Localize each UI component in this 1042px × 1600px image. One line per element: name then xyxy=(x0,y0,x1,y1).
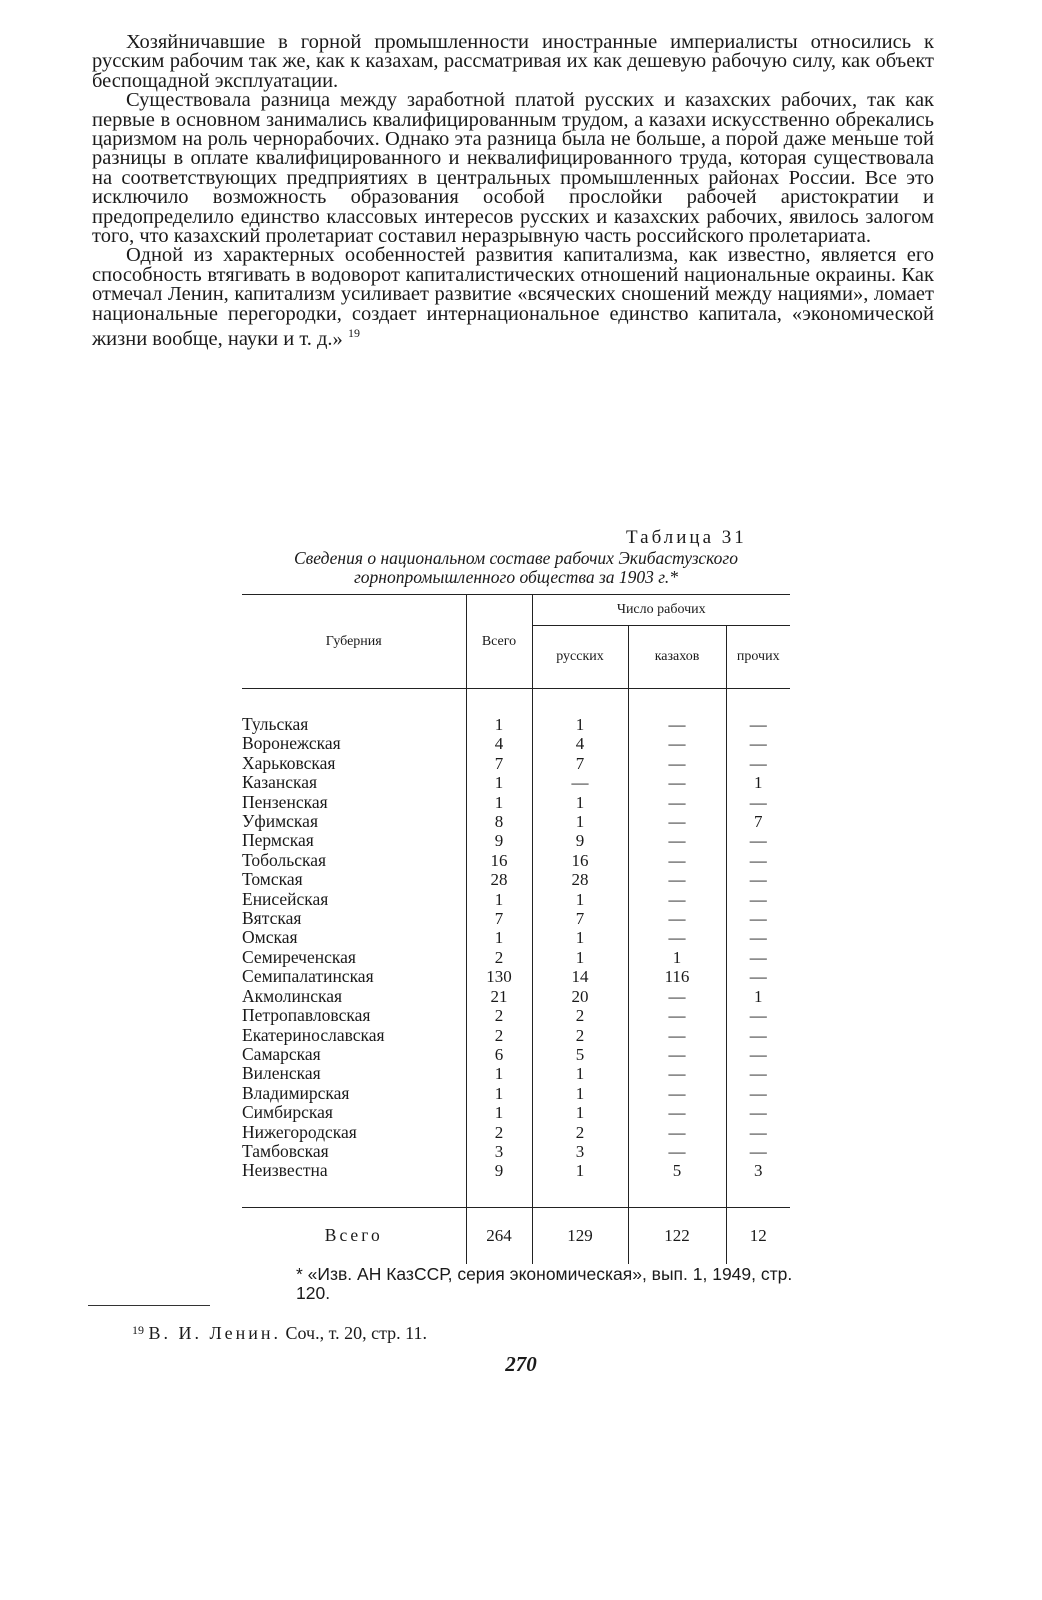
table-row xyxy=(242,851,790,870)
row-kazakhs: — xyxy=(628,831,726,850)
header-total: Всего xyxy=(466,595,532,689)
row-total: 1 xyxy=(466,715,532,734)
table-row xyxy=(242,890,790,909)
row-russians: 3 xyxy=(532,1142,628,1161)
row-others: — xyxy=(726,870,790,889)
totals-row xyxy=(242,1207,790,1264)
footnote-marker: 19 xyxy=(132,1323,144,1337)
row-russians: 1 xyxy=(532,1161,628,1180)
row-total: 16 xyxy=(466,851,532,870)
row-total: 3 xyxy=(466,1142,532,1161)
row-russians: 9 xyxy=(532,831,628,850)
row-kazakhs: — xyxy=(628,773,726,792)
row-others: 7 xyxy=(726,812,790,831)
row-kazakhs: — xyxy=(628,1142,726,1161)
row-total: 1 xyxy=(466,1084,532,1103)
table-row xyxy=(242,773,790,792)
row-kazakhs: — xyxy=(628,734,726,753)
row-total: 2 xyxy=(466,1026,532,1045)
row-total: 21 xyxy=(466,987,532,1006)
row-kazakhs: — xyxy=(628,1123,726,1142)
row-name: Воронежская xyxy=(242,733,341,754)
row-russians: 20 xyxy=(532,987,628,1006)
row-name: Уфимская xyxy=(242,811,318,832)
header-others: прочих xyxy=(726,626,790,689)
body-text xyxy=(92,33,934,349)
row-russians: 7 xyxy=(532,754,628,773)
row-others: 1 xyxy=(726,773,790,792)
table-row xyxy=(242,793,790,812)
row-name: Тобольская xyxy=(242,849,327,870)
table-row xyxy=(242,1142,790,1161)
table-spacer xyxy=(242,1181,790,1208)
row-total: 4 xyxy=(466,734,532,753)
row-others: — xyxy=(726,793,790,812)
row-total: 9 xyxy=(466,831,532,850)
table-row xyxy=(242,909,790,928)
row-kazakhs: — xyxy=(628,987,726,1006)
footnote-author: В. И. Ленин. xyxy=(148,1323,281,1343)
row-kazakhs: — xyxy=(628,870,726,889)
row-others: — xyxy=(726,831,790,850)
row-kazakhs: 1 xyxy=(628,948,726,967)
row-name: Владимирская xyxy=(242,1082,350,1103)
row-kazakhs: — xyxy=(628,1026,726,1045)
row-kazakhs: — xyxy=(628,1103,726,1122)
table-row xyxy=(242,1084,790,1103)
row-others: — xyxy=(726,1084,790,1103)
row-russians: 1 xyxy=(532,793,628,812)
paragraph-2: Существовала разница между заработной платой русских и казахских рабочих, так как первые в основном занимались квалифицированным трудом, а казахи искусственно обрекались царизмом на роль чернорабочих. Однако эта разница была не больше, а порой даже меньше той разницы в оплате квалифицированного и неквалифицированного труда, которая существовала на соответствующих предприятиях в центральных промышленных районах России. Все это исключило возможность образования особой прослойки рабочей аристократии и предопределило единство классовых интересов русских и казахских рабочих, явилось залогом того, что казахский пролетариат составил неразрывную часть российского пролетариата. xyxy=(92,89,934,248)
row-russians: 1 xyxy=(532,948,628,967)
row-kazakhs: — xyxy=(628,1084,726,1103)
row-russians: 1 xyxy=(532,812,628,831)
row-kazakhs: — xyxy=(628,715,726,734)
row-name: Пермская xyxy=(242,830,314,851)
row-russians: 14 xyxy=(532,967,628,986)
row-russians: 1 xyxy=(532,1084,628,1103)
row-russians: 1 xyxy=(532,1103,628,1122)
row-name: Симбирская xyxy=(242,1102,333,1123)
table-row xyxy=(242,870,790,889)
row-total: 1 xyxy=(466,890,532,909)
paragraph-3-text: Одной из характерных особенностей развития капитализма, как известно, является его способность втягивать в водоворот капиталистических отношений национальные окраины. Как отмечал Ленин, капитализм усиливает развитие «всяческих сношений между нациями», ломает национальные перегородки, создает интернациональное единство капитала, «экономической жизни вообще, науки и т. д.» xyxy=(92,244,934,350)
table-row xyxy=(242,1123,790,1142)
row-total: 1 xyxy=(466,1103,532,1122)
table-row xyxy=(242,1045,790,1064)
page-number: 270 xyxy=(505,1352,537,1376)
row-total: 8 xyxy=(466,812,532,831)
row-kazakhs: — xyxy=(628,1064,726,1083)
row-others: — xyxy=(726,1103,790,1122)
row-others: — xyxy=(726,928,790,947)
row-kazakhs: — xyxy=(628,1045,726,1064)
row-total: 1 xyxy=(466,928,532,947)
table-row xyxy=(242,1161,790,1180)
row-russians: 1 xyxy=(532,928,628,947)
table-row xyxy=(242,967,790,986)
row-name: Томская xyxy=(242,869,303,890)
row-others: 3 xyxy=(726,1161,790,1180)
row-russians: 1 xyxy=(532,890,628,909)
table-row xyxy=(242,812,790,831)
footnote-rule xyxy=(88,1305,210,1306)
row-others: 1 xyxy=(726,987,790,1006)
row-others: — xyxy=(726,948,790,967)
row-others: — xyxy=(726,1064,790,1083)
row-total: 1 xyxy=(466,773,532,792)
table-row xyxy=(242,1006,790,1025)
row-kazakhs: — xyxy=(628,928,726,947)
row-total: 130 xyxy=(466,967,532,986)
table-source-note: * «Изв. АН КазССР, серия экономическая», вып. 1, 1949, стр. 120. xyxy=(296,1264,793,1303)
row-name: Семипалатинская xyxy=(242,966,374,987)
row-others: — xyxy=(726,734,790,753)
table-row xyxy=(242,948,790,967)
row-total: 1 xyxy=(466,793,532,812)
row-others: — xyxy=(726,754,790,773)
row-name: Казанская xyxy=(242,772,318,793)
row-total: 2 xyxy=(466,1123,532,1142)
totals-kazakhs: 122 xyxy=(628,1207,726,1264)
row-name: Тульская xyxy=(242,714,309,734)
row-name: Самарская xyxy=(242,1043,321,1064)
row-name: Екатеринославская xyxy=(242,1024,385,1045)
row-others: — xyxy=(726,715,790,734)
table-row xyxy=(242,987,790,1006)
table-row xyxy=(242,831,790,850)
totals-russians: 129 xyxy=(532,1207,628,1264)
row-name: Харьковская xyxy=(242,752,336,773)
table-row xyxy=(242,1026,790,1045)
row-total: 7 xyxy=(466,754,532,773)
row-russians: 5 xyxy=(532,1045,628,1064)
row-kazakhs: 5 xyxy=(628,1161,726,1180)
row-others: — xyxy=(726,1006,790,1025)
row-kazakhs: — xyxy=(628,793,726,812)
row-russians: 2 xyxy=(532,1026,628,1045)
row-russians: 28 xyxy=(532,870,628,889)
table-number: Таблица 31 xyxy=(626,527,747,548)
table-row xyxy=(242,928,790,947)
row-name: Семиреченская xyxy=(242,946,356,967)
footnote-text: Соч., т. 20, стр. 11. xyxy=(285,1323,427,1343)
table-spacer xyxy=(242,689,790,716)
row-others: — xyxy=(726,967,790,986)
table-row xyxy=(242,1103,790,1122)
row-others: — xyxy=(726,1026,790,1045)
row-kazakhs: — xyxy=(628,890,726,909)
row-others: — xyxy=(726,909,790,928)
row-kazakhs: — xyxy=(628,851,726,870)
row-name: Тамбовская xyxy=(242,1140,329,1161)
row-kazakhs: — xyxy=(628,1006,726,1025)
row-others: — xyxy=(726,1123,790,1142)
row-total: 1 xyxy=(466,1064,532,1083)
header-gubernia: Губерния xyxy=(242,595,466,689)
row-russians: 2 xyxy=(532,1006,628,1025)
row-others: — xyxy=(726,1142,790,1161)
table-row xyxy=(242,715,790,734)
row-name: Акмолинская xyxy=(242,985,343,1006)
row-name: Омская xyxy=(242,927,298,948)
row-russians: 16 xyxy=(532,851,628,870)
row-kazakhs: — xyxy=(628,909,726,928)
row-kazakhs: — xyxy=(628,812,726,831)
header-kazakhs: казахов xyxy=(628,626,726,689)
workers-table xyxy=(242,594,790,1264)
footnote xyxy=(132,1323,427,1344)
row-name: Нижегородская xyxy=(242,1121,357,1142)
row-total: 28 xyxy=(466,870,532,889)
row-total: 2 xyxy=(466,1006,532,1025)
row-russians: 7 xyxy=(532,909,628,928)
row-russians: 4 xyxy=(532,734,628,753)
row-others: — xyxy=(726,1045,790,1064)
table-caption: Сведения о национальном составе рабочих Экибастузского горнопромышленного общества за 1903 г.* xyxy=(294,548,738,587)
table-row xyxy=(242,734,790,753)
footnote-ref: 19 xyxy=(347,326,360,341)
row-others: — xyxy=(726,890,790,909)
row-total: 7 xyxy=(466,909,532,928)
row-name: Неизвестна xyxy=(242,1160,328,1181)
row-russians: 1 xyxy=(532,715,628,734)
row-name: Петропавловская xyxy=(242,1005,371,1026)
table-row xyxy=(242,754,790,773)
row-others: — xyxy=(726,851,790,870)
row-russians: — xyxy=(532,773,628,792)
row-total: 9 xyxy=(466,1161,532,1180)
row-kazakhs: — xyxy=(628,754,726,773)
row-name: Енисейская xyxy=(242,888,329,909)
paragraph-3 xyxy=(92,246,934,349)
totals-others: 12 xyxy=(726,1207,790,1264)
header-workers-group: Число рабочих xyxy=(532,595,790,626)
table-row xyxy=(242,1064,790,1083)
row-name: Виленская xyxy=(242,1063,321,1084)
row-russians: 1 xyxy=(532,1064,628,1083)
header-russians: русских xyxy=(532,626,628,689)
row-russians: 2 xyxy=(532,1123,628,1142)
row-total: 6 xyxy=(466,1045,532,1064)
row-name: Пензенская xyxy=(242,791,328,812)
row-kazakhs: 116 xyxy=(628,967,726,986)
row-total: 2 xyxy=(466,948,532,967)
totals-label: Всего xyxy=(242,1207,466,1264)
paragraph-1: Хозяйничавшие в горной промышленности иностранные империалисты относились к русским рабочим так же, как к казахам, рассматривая их как дешевую рабочую силу, как объект беспощадной эксплуатации. xyxy=(92,31,934,92)
totals-total: 264 xyxy=(466,1207,532,1264)
row-name: Вятская xyxy=(242,908,302,929)
